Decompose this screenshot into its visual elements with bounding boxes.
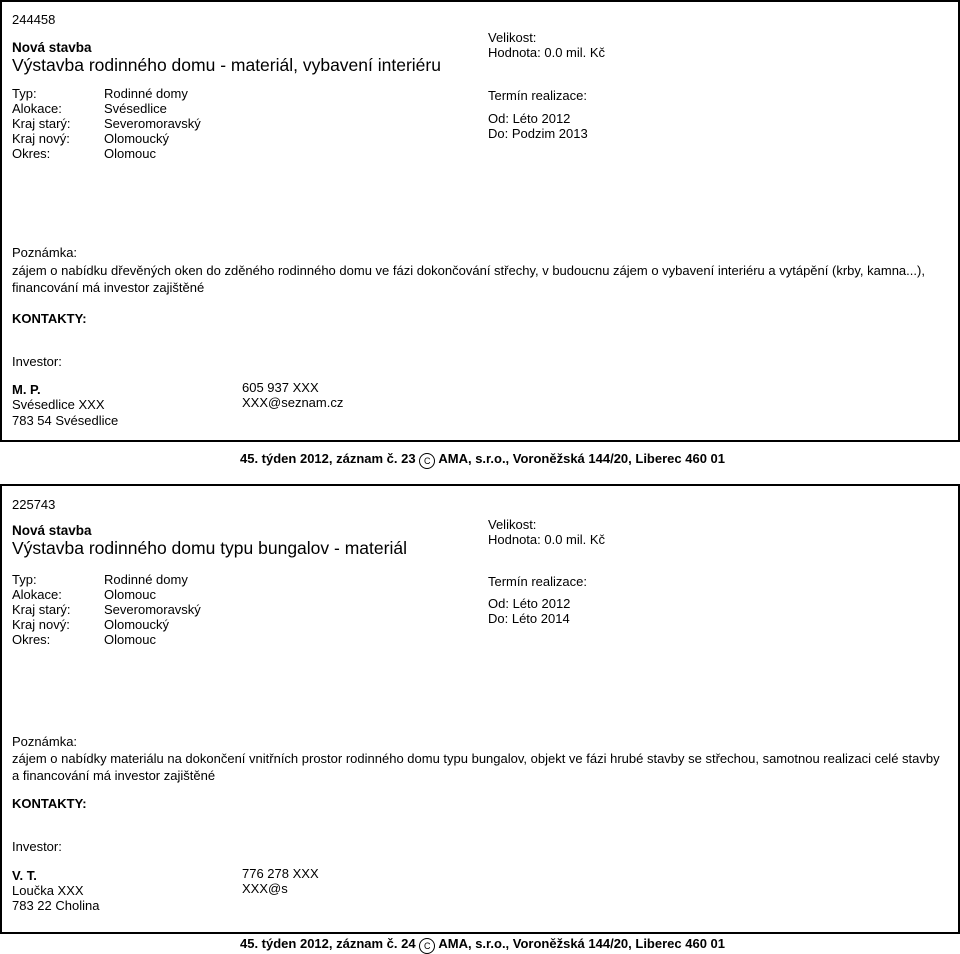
term-to: Do: Léto 2014	[488, 611, 570, 626]
field-value: Olomouc	[104, 146, 157, 161]
field-label: Alokace:	[12, 101, 62, 116]
value-line: Hodnota: 0.0 mil. Kč	[488, 45, 606, 60]
investor-street: Loučka XXX	[12, 883, 84, 898]
term-from: Od: Léto 2012	[488, 111, 571, 126]
size-label: Velikost:	[488, 30, 537, 45]
note-label: Poznámka:	[12, 245, 78, 260]
footer-text: 45. týden 2012, záznam č. 24	[240, 936, 416, 951]
investor-phone: 605 937 XXX	[242, 380, 319, 395]
field-label: Okres:	[12, 146, 51, 161]
record-card	[0, 0, 960, 442]
field-value: Severomoravský	[104, 602, 201, 617]
investor-street: Svésedlice XXX	[12, 397, 105, 412]
note-text: zájem o nabídky materiálu na dokončení vnitřních prostor rodinného domu typu bungalov, objekt ve fázi hrubé stavby se střechou, samotnou realizaci celé stavby a financování má investor zajištěné	[12, 751, 940, 783]
field-label: Kraj starý:	[12, 116, 71, 131]
investor-city: 783 22 Cholina	[12, 898, 100, 913]
investor-label: Investor:	[12, 354, 62, 369]
size-label: Velikost:	[488, 517, 537, 532]
field-label: Kraj starý:	[12, 602, 71, 617]
field-value: Severomoravský	[104, 116, 201, 131]
contacts-heading: KONTAKTY:	[12, 796, 87, 811]
record-footer	[240, 936, 725, 954]
record-id: 244458	[12, 12, 56, 27]
value-line: Hodnota: 0.0 mil. Kč	[488, 532, 606, 547]
contacts-heading: KONTAKTY:	[12, 311, 87, 326]
investor-phone: 776 278 XXX	[242, 866, 319, 881]
field-label: Typ:	[12, 86, 37, 101]
record-kind: Nová stavba	[12, 40, 92, 55]
field-value: Rodinné domy	[104, 86, 188, 101]
copyright-icon: C	[419, 453, 435, 469]
investor-city: 783 54 Svésedlice	[12, 413, 119, 428]
footer-company: AMA, s.r.o., Voroněžská 144/20, Liberec 460 01	[438, 936, 725, 951]
record-card	[0, 484, 960, 934]
record-title: Výstavba rodinného domu - materiál, vybavení interiéru	[12, 55, 441, 75]
record-id: 225743	[12, 497, 56, 512]
copyright-icon: C	[419, 938, 435, 954]
field-label: Alokace:	[12, 587, 62, 602]
footer-company: AMA, s.r.o., Voroněžská 144/20, Liberec 460 01	[438, 451, 725, 466]
record-kind: Nová stavba	[12, 523, 92, 538]
note-text: zájem o nabídku dřevěných oken do zděného rodinného domu ve fázi dokončování střechy, v budoucnu zájem o vybavení interiéru a vytápění (krby, kamna...), financování má investor zajištěné	[12, 263, 925, 295]
investor-email[interactable]: XXX@seznam.cz	[242, 395, 344, 410]
investor-name: M. P.	[12, 382, 41, 397]
investor-name: V. T.	[12, 868, 37, 883]
field-value: Olomouc	[104, 632, 157, 647]
term-label: Termín realizace:	[488, 88, 587, 103]
field-value: Rodinné domy	[104, 572, 188, 587]
record-title: Výstavba rodinného domu typu bungalov - materiál	[12, 538, 407, 558]
note-label: Poznámka:	[12, 734, 78, 749]
investor-email[interactable]: XXX@s	[242, 881, 288, 896]
field-value: Olomoucký	[104, 617, 170, 632]
investor-label: Investor:	[12, 839, 62, 854]
field-label: Kraj nový:	[12, 617, 70, 632]
term-label: Termín realizace:	[488, 574, 587, 589]
field-label: Typ:	[12, 572, 37, 587]
field-label: Okres:	[12, 632, 51, 647]
term-to: Do: Podzim 2013	[488, 126, 588, 141]
field-label: Kraj nový:	[12, 131, 70, 146]
field-value: Olomouc	[104, 587, 157, 602]
field-value: Olomoucký	[104, 131, 170, 146]
footer-text: 45. týden 2012, záznam č. 23	[240, 451, 416, 466]
record-footer	[240, 451, 725, 469]
term-from: Od: Léto 2012	[488, 596, 571, 611]
field-value: Svésedlice	[104, 101, 167, 116]
